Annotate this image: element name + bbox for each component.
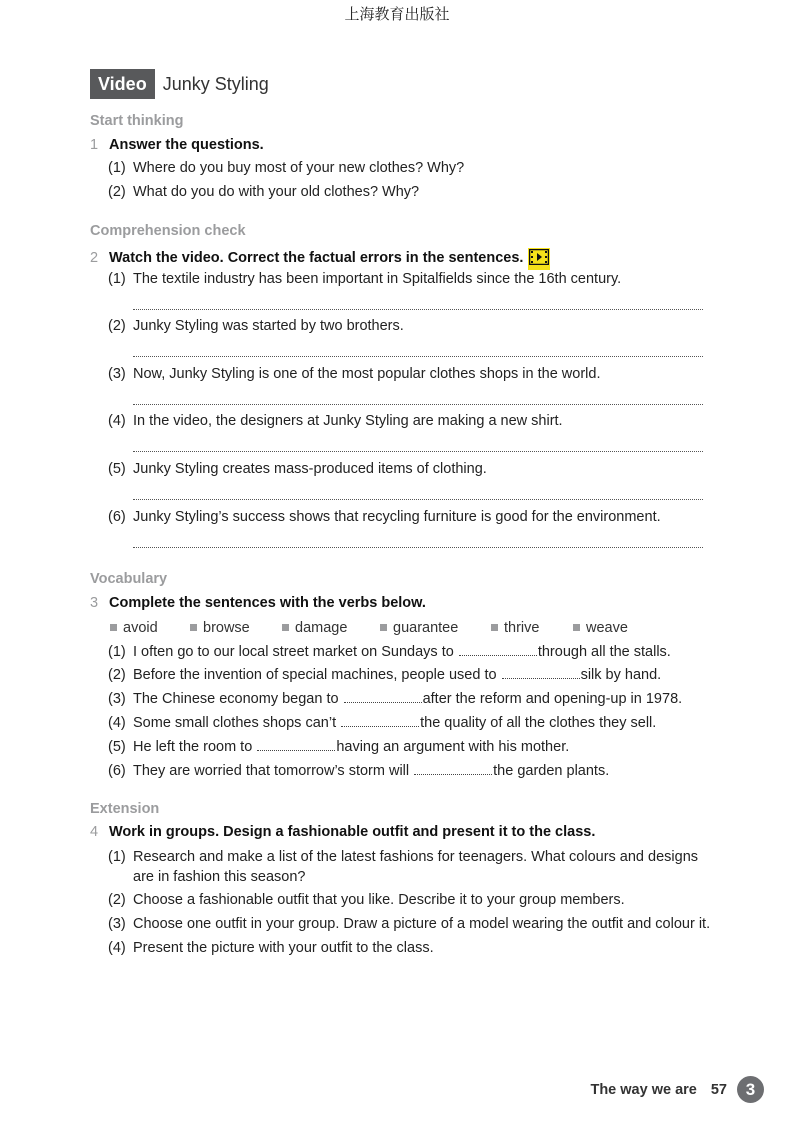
sentence-end: after the reform and opening-up in 1978. (422, 691, 683, 707)
item-number: (1) (108, 849, 126, 865)
list-item (108, 940, 434, 956)
title-text: Junky Styling (162, 73, 269, 94)
item-text: Junky Styling was started by two brothers. (133, 318, 404, 334)
publisher-header: 上海教育出版社 (344, 5, 450, 23)
question-number: 1 (90, 137, 99, 153)
question-instruction: Work in groups. Design a fashionable outfit and present it to the class. (109, 824, 596, 840)
item-number: (5) (108, 739, 126, 755)
item-text: Junky Styling’s success shows that recycling furniture is good for the environment. (133, 509, 661, 525)
item-text: The textile industry has been important in Spitalfields since the 16th century. (133, 271, 622, 287)
question-number: 2 (90, 250, 99, 266)
list-item (108, 160, 464, 176)
question-4-heading (90, 824, 595, 840)
sentence-end: the garden plants. (493, 763, 610, 779)
list-item (108, 714, 656, 731)
list-item (108, 892, 625, 908)
unit-badge: 3 (737, 1076, 764, 1103)
list-item (108, 509, 661, 525)
section-extension: Extension (90, 801, 160, 817)
bullet-square-icon (190, 624, 197, 631)
bullet-square-icon (282, 624, 289, 631)
item-number: (6) (108, 763, 126, 779)
item-number: (4) (108, 715, 126, 731)
bullet-square-icon (110, 624, 117, 631)
item-text: What do you do with your old clothes? Why? (133, 184, 420, 200)
word-text: guarantee (393, 620, 459, 636)
sentence-start: Some small clothes shops can’t (133, 715, 337, 731)
item-number: (1) (108, 644, 126, 660)
blank-input[interactable] (257, 738, 335, 751)
video-icon (528, 248, 550, 270)
blank-input[interactable] (344, 690, 422, 703)
question-instruction: Answer the questions. (109, 137, 264, 153)
blank-input[interactable] (414, 762, 492, 775)
answer-line[interactable] (133, 356, 703, 357)
sentence-end: the quality of all the clothes they sell. (420, 715, 657, 731)
sentence-end: through all the stalls. (537, 644, 671, 660)
item-number: (3) (108, 916, 126, 932)
bullet-square-icon (573, 624, 580, 631)
item-text: Choose a fashionable outfit that you like. Describe it to your group members. (133, 892, 625, 908)
list-item (108, 762, 609, 779)
item-number: (2) (108, 667, 126, 683)
word-bank-item (110, 620, 190, 636)
word-bank-item (190, 620, 282, 636)
sentence-end: having an argument with his mother. (336, 739, 570, 755)
list-item (108, 916, 710, 932)
answer-line[interactable] (133, 451, 703, 452)
list-item (108, 318, 404, 334)
word-text: damage (295, 620, 348, 636)
question-number: 3 (90, 595, 99, 611)
question-instruction: Complete the sentences with the verbs below. (109, 595, 426, 611)
word-bank-item (282, 620, 380, 636)
word-bank-item (380, 620, 491, 636)
list-item (108, 271, 621, 287)
page-title (90, 69, 269, 99)
page-number: 57 (710, 1081, 727, 1098)
answer-line[interactable] (133, 309, 703, 310)
sentence-start: They are worried that tomorrow’s storm will (133, 763, 410, 779)
blank-input[interactable] (502, 666, 580, 679)
list-item (108, 690, 682, 707)
blank-input[interactable] (459, 643, 537, 656)
item-number: (5) (108, 461, 126, 477)
item-text: Where do you buy most of your new clothes? Why? (133, 160, 465, 176)
bullet-square-icon (491, 624, 498, 631)
sentence-end: silk by hand. (580, 667, 662, 683)
word-bank (110, 620, 628, 636)
question-1-heading (90, 137, 264, 153)
item-text: Present the picture with your outfit to the class. (133, 940, 434, 956)
video-tag: Video (90, 69, 155, 99)
item-number: (6) (108, 509, 126, 525)
item-text: In the video, the designers at Junky Styling are making a new shirt. (133, 413, 563, 429)
list-item (108, 738, 569, 755)
question-number: 4 (90, 824, 99, 840)
item-number: (1) (108, 271, 126, 287)
sentence-start: I often go to our local street market on Sundays to (133, 644, 454, 660)
word-text: avoid (123, 620, 158, 636)
item-number: (3) (108, 691, 126, 707)
question-3-heading (90, 595, 426, 611)
item-number: (4) (108, 940, 126, 956)
blank-input[interactable] (341, 714, 419, 727)
item-number: (2) (108, 184, 126, 200)
answer-line[interactable] (133, 499, 703, 500)
item-number: (4) (108, 413, 126, 429)
page-footer (590, 1076, 764, 1103)
item-number: (2) (108, 318, 126, 334)
item-number: (1) (108, 160, 126, 176)
word-text: browse (203, 620, 250, 636)
item-number: (2) (108, 892, 126, 908)
section-comprehension-check: Comprehension check (90, 223, 246, 239)
list-item (108, 643, 671, 660)
question-instruction: Watch the video. Correct the factual errors in the sentences. (109, 250, 524, 266)
section-vocabulary: Vocabulary (90, 571, 168, 587)
item-text: Now, Junky Styling is one of the most popular clothes shops in the world. (133, 366, 601, 382)
sentence-start: The Chinese economy began to (133, 691, 339, 707)
list-item (108, 461, 487, 477)
word-bank-item (491, 620, 573, 636)
list-item (108, 847, 718, 887)
word-bank-item (573, 620, 628, 636)
sentence-start: Before the invention of special machines, people used to (133, 667, 497, 683)
answer-line[interactable] (133, 547, 703, 548)
list-item (108, 184, 419, 200)
unit-title: The way we are (590, 1081, 697, 1098)
word-text: weave (586, 620, 628, 636)
bullet-square-icon (380, 624, 387, 631)
item-text: Junky Styling creates mass-produced items of clothing. (133, 461, 487, 477)
list-item (108, 413, 563, 429)
item-text: Choose one outfit in your group. Draw a picture of a model wearing the outfit and colour it. (133, 916, 711, 932)
item-number: (3) (108, 366, 126, 382)
sentence-start: He left the room to (133, 739, 253, 755)
section-start-thinking: Start thinking (90, 113, 184, 129)
list-item (108, 366, 600, 382)
item-text: Research and make a list of the latest fashions for teenagers. What colours and designs are in fashion this season? (133, 849, 699, 885)
question-2-heading (90, 248, 550, 270)
word-text: thrive (504, 620, 540, 636)
answer-line[interactable] (133, 404, 703, 405)
list-item (108, 666, 661, 683)
